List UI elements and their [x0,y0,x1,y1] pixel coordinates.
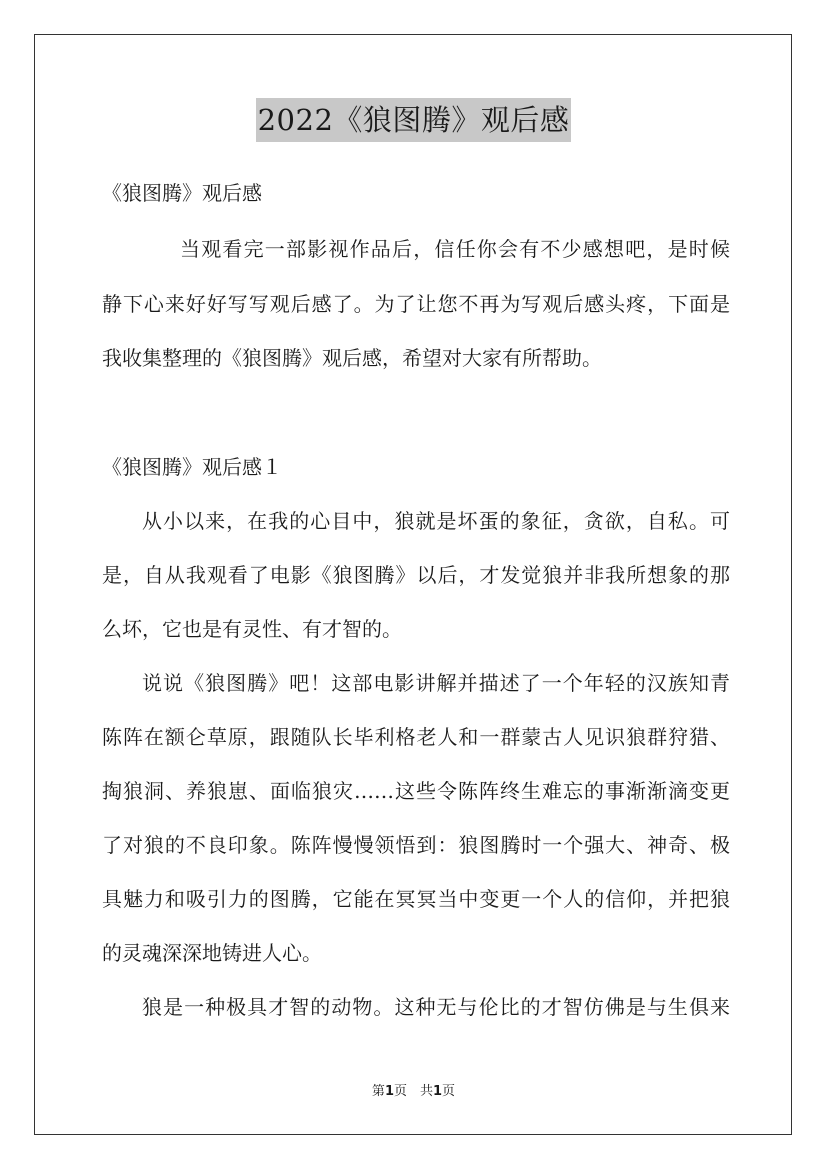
para1-line-1: 从小以来，在我的心目中，狼就是坏蛋的象征，贪欲，自私。可 [142,509,730,533]
page-footer [0,1083,827,1101]
footer-page-prefix: 第 [371,1084,385,1099]
intro-line-2: 静下心来好好写写观后感了。为了让您不再为写观后感头疼，下面是 [102,292,730,316]
footer-page-total: 1 [433,1084,443,1099]
document-subtitle: 《狼图腾》观后感 [102,181,262,205]
section-heading: 《狼图腾》观后感１ [102,455,282,479]
para1-line-3: 么坏，它也是有灵性、有才智的。 [102,617,402,641]
title-container [0,98,827,142]
intro-line-3: 我收集整理的《狼图腾》观后感，希望对大家有所帮助。 [102,346,602,370]
para1-line-2: 是，自从我观看了电影《狼图腾》以后，才发觉狼并非我所想象的那 [102,563,730,587]
para2-line-4: 了对狼的不良印象。陈阵慢慢领悟到：狼图腾时一个强大、神奇、极 [102,833,730,857]
para2-line-6: 的灵魂深深地铸进人心。 [102,941,322,965]
para3-line-1: 狼是一种极具才智的动物。这种无与伦比的才智仿佛是与生俱来 [142,995,730,1019]
document-title: 2022《狼图腾》观后感 [256,98,572,142]
para2-line-2: 陈阵在额仑草原，跟随队长毕利格老人和一群蒙古人见识狼群狩猎、 [102,725,730,749]
footer-page-current: 1 [384,1084,394,1099]
footer-page-mid: 页 共 [393,1084,433,1099]
footer-page-suffix: 页 [442,1084,456,1099]
para2-line-1: 说说《狼图腾》吧！这部电影讲解并描述了一个年轻的汉族知青 [142,671,730,695]
para2-line-5: 具魅力和吸引力的图腾，它能在冥冥当中变更一个人的信仰，并把狼 [102,887,730,911]
para2-line-3: 掏狼洞、养狼崽、面临狼灾……这些令陈阵终生难忘的事渐渐滴变更 [102,779,730,803]
intro-line-1: 当观看完一部影视作品后，信任你会有不少感想吧，是时候 [180,237,730,261]
